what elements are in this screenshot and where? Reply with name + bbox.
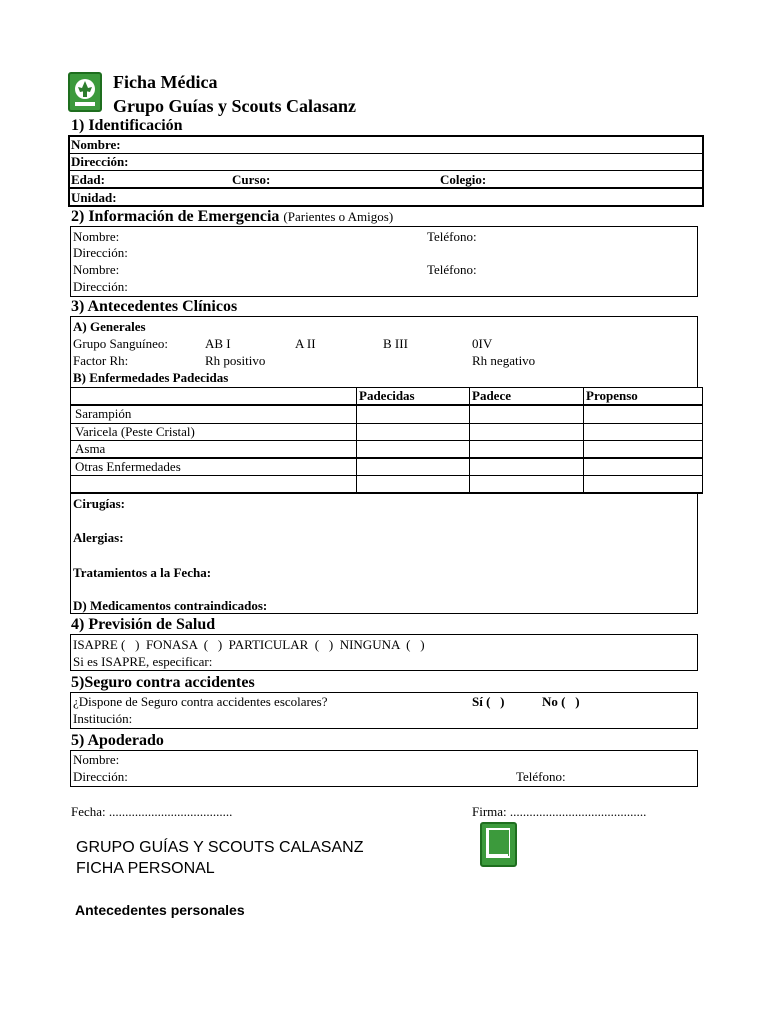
direccion-field[interactable]: Dirección: — [71, 154, 129, 169]
unidad-field[interactable]: Unidad: — [71, 190, 117, 205]
grupo-a-option[interactable]: A II — [295, 336, 316, 351]
grupo-b-option[interactable]: B III — [383, 336, 408, 351]
enfermedades-label: B) Enfermedades Padecidas — [73, 370, 229, 385]
emergencia-nombre-1[interactable]: Nombre: — [73, 229, 120, 244]
factor-rh-label: Factor Rh: — [73, 353, 129, 368]
section-identificacion-title: 1) Identificación — [71, 117, 183, 134]
seguro-question: ¿Dispone de Seguro contra accidentes escolares? — [73, 694, 328, 709]
section-emergencia-title — [71, 208, 393, 226]
isapre-especificar-field[interactable]: Si es ISAPRE, especificar: — [73, 654, 213, 669]
prevision-options[interactable]: ISAPRE ( ) FONASA ( ) PARTICULAR ( ) NINGUNA ( ) — [73, 637, 425, 652]
divider — [68, 187, 704, 189]
table-row-sarampion: Sarampión — [75, 406, 132, 421]
section-seguro-title: 5)Seguro contra accidentes — [71, 674, 255, 691]
apoderado-direccion-field[interactable]: Dirección: — [73, 769, 128, 784]
form-subtitle: Grupo Guías y Scouts Calasanz — [113, 96, 357, 116]
grupo-ab-option[interactable]: AB I — [205, 336, 231, 351]
scout-logo-icon — [68, 72, 102, 112]
emergencia-box — [70, 226, 698, 297]
table-row-otras: Otras Enfermedades — [75, 459, 181, 474]
table-row-varicela: Varicela (Peste Cristal) — [75, 424, 195, 439]
emergencia-nombre-2[interactable]: Nombre: — [73, 262, 120, 277]
column-header-propenso: Propenso — [586, 388, 638, 403]
firma-field[interactable]: Firma: .......................................... — [472, 804, 647, 819]
antecedentes-personales-label: Antecedentes personales — [75, 902, 245, 918]
grupo-0-option[interactable]: 0IV — [472, 336, 493, 351]
rh-positivo-option[interactable]: Rh positivo — [205, 353, 266, 368]
section-apoderado-title: 5) Apoderado — [71, 732, 164, 749]
grupo-sanguineo-label: Grupo Sanguíneo: — [73, 336, 168, 351]
seguro-si-option[interactable]: Sí ( ) — [472, 694, 505, 709]
emergencia-title: 2) Información de Emergencia — [71, 208, 280, 225]
section-prevision-title: 4) Previsión de Salud — [71, 616, 216, 633]
divider — [68, 170, 704, 171]
divider — [68, 153, 704, 154]
emergencia-direccion-1[interactable]: Dirección: — [73, 245, 128, 260]
scout-logo-small-icon — [480, 822, 517, 867]
table-col-line — [702, 387, 703, 493]
medicamentos-field[interactable]: D) Medicamentos contraindicados: — [73, 598, 268, 613]
emergencia-direccion-2[interactable]: Dirección: — [73, 279, 128, 294]
nombre-field[interactable]: Nombre: — [71, 137, 121, 152]
institucion-field[interactable]: Institución: — [73, 711, 133, 726]
emergencia-telefono-1[interactable]: Teléfono: — [427, 229, 477, 244]
column-header-padecidas: Padecidas — [359, 388, 415, 403]
edad-field[interactable]: Edad: — [71, 172, 105, 187]
emergencia-subtitle: (Parientes o Amigos) — [283, 209, 394, 224]
table-row-asma: Asma — [75, 441, 106, 456]
page2-subtitle: FICHA PERSONAL — [76, 860, 215, 877]
apoderado-telefono-field[interactable]: Teléfono: — [516, 769, 566, 784]
seguro-no-option[interactable]: No ( ) — [542, 694, 580, 709]
fecha-field[interactable]: Fecha: ...................................... — [71, 804, 233, 819]
table-row-line — [70, 404, 703, 406]
table-col-line — [70, 387, 71, 493]
apoderado-box — [70, 750, 698, 787]
table-col-line — [469, 387, 470, 493]
tratamientos-field[interactable]: Tratamientos a la Fecha: — [73, 565, 212, 580]
table-row-line — [70, 440, 703, 441]
table-border-bottom — [70, 492, 703, 494]
cirugias-field[interactable]: Cirugías: — [73, 496, 125, 511]
page2-title: GRUPO GUÍAS Y SCOUTS CALASANZ — [76, 839, 364, 856]
colegio-field[interactable]: Colegio: — [440, 172, 487, 187]
curso-field[interactable]: Curso: — [232, 172, 271, 187]
emergencia-telefono-2[interactable]: Teléfono: — [427, 262, 477, 277]
column-header-padece: Padece — [472, 388, 511, 403]
identificacion-table — [68, 135, 704, 207]
rh-negativo-option[interactable]: Rh negativo — [472, 353, 536, 368]
apoderado-nombre-field[interactable]: Nombre: — [73, 752, 120, 767]
alergias-field[interactable]: Alergias: — [73, 530, 124, 545]
generales-label: A) Generales — [73, 319, 146, 334]
enfermedades-table — [70, 387, 703, 493]
table-col-line — [583, 387, 584, 493]
table-col-line — [356, 387, 357, 493]
section-antecedentes-title: 3) Antecedentes Clínicos — [71, 298, 238, 315]
form-title: Ficha Médica — [113, 72, 218, 92]
table-row-line — [70, 475, 703, 476]
